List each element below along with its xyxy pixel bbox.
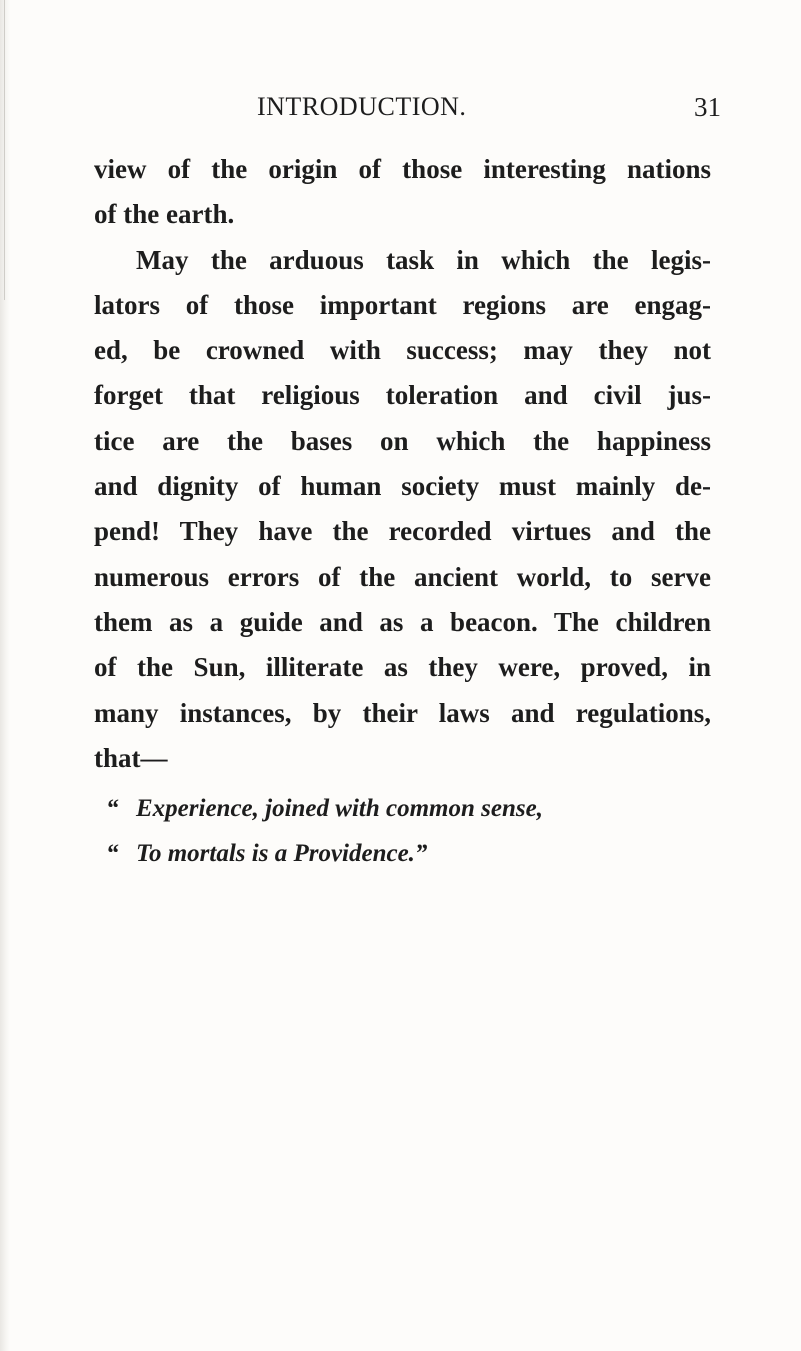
body-line: them as a guide and as a beacon. The children (94, 606, 711, 637)
body-line: forget that religious toleration and civil jus- (94, 380, 711, 411)
body-line: lators of those important regions are engag- (94, 289, 711, 320)
body-line: many instances, by their laws and regulations, (94, 697, 711, 728)
body-line: tice are the bases on which the happiness (94, 425, 711, 456)
page-edge-line (4, 0, 5, 300)
body-line: of the earth. (94, 199, 235, 230)
quotation-mark: “ (106, 840, 119, 867)
body-line: May the arduous task in which the legis- (136, 244, 711, 275)
body-line: pend! They have the recorded virtues and the (94, 516, 711, 547)
quotation-line (106, 795, 543, 823)
quotation-text: To mortals is a Providence.” (136, 840, 428, 867)
body-line: view of the origin of those interesting nations (94, 154, 711, 184)
page-gutter-shadow (0, 0, 10, 1351)
body-text (94, 147, 711, 781)
body-line: numerous errors of the ancient world, to serve (94, 561, 711, 592)
body-line: ed, be crowned with success; may they not (94, 335, 711, 366)
page-number: 31 (694, 92, 721, 122)
running-head: INTRODUCTION. (257, 92, 467, 121)
quotation-line (106, 840, 427, 868)
body-line: of the Sun, illiterate as they were, proved, in (94, 652, 711, 683)
body-line: and dignity of human society must mainly de- (94, 471, 711, 502)
quotation-mark: “ (106, 795, 119, 822)
body-line: that— (94, 742, 168, 773)
quotation-text: Experience, joined with common sense, (136, 795, 543, 822)
